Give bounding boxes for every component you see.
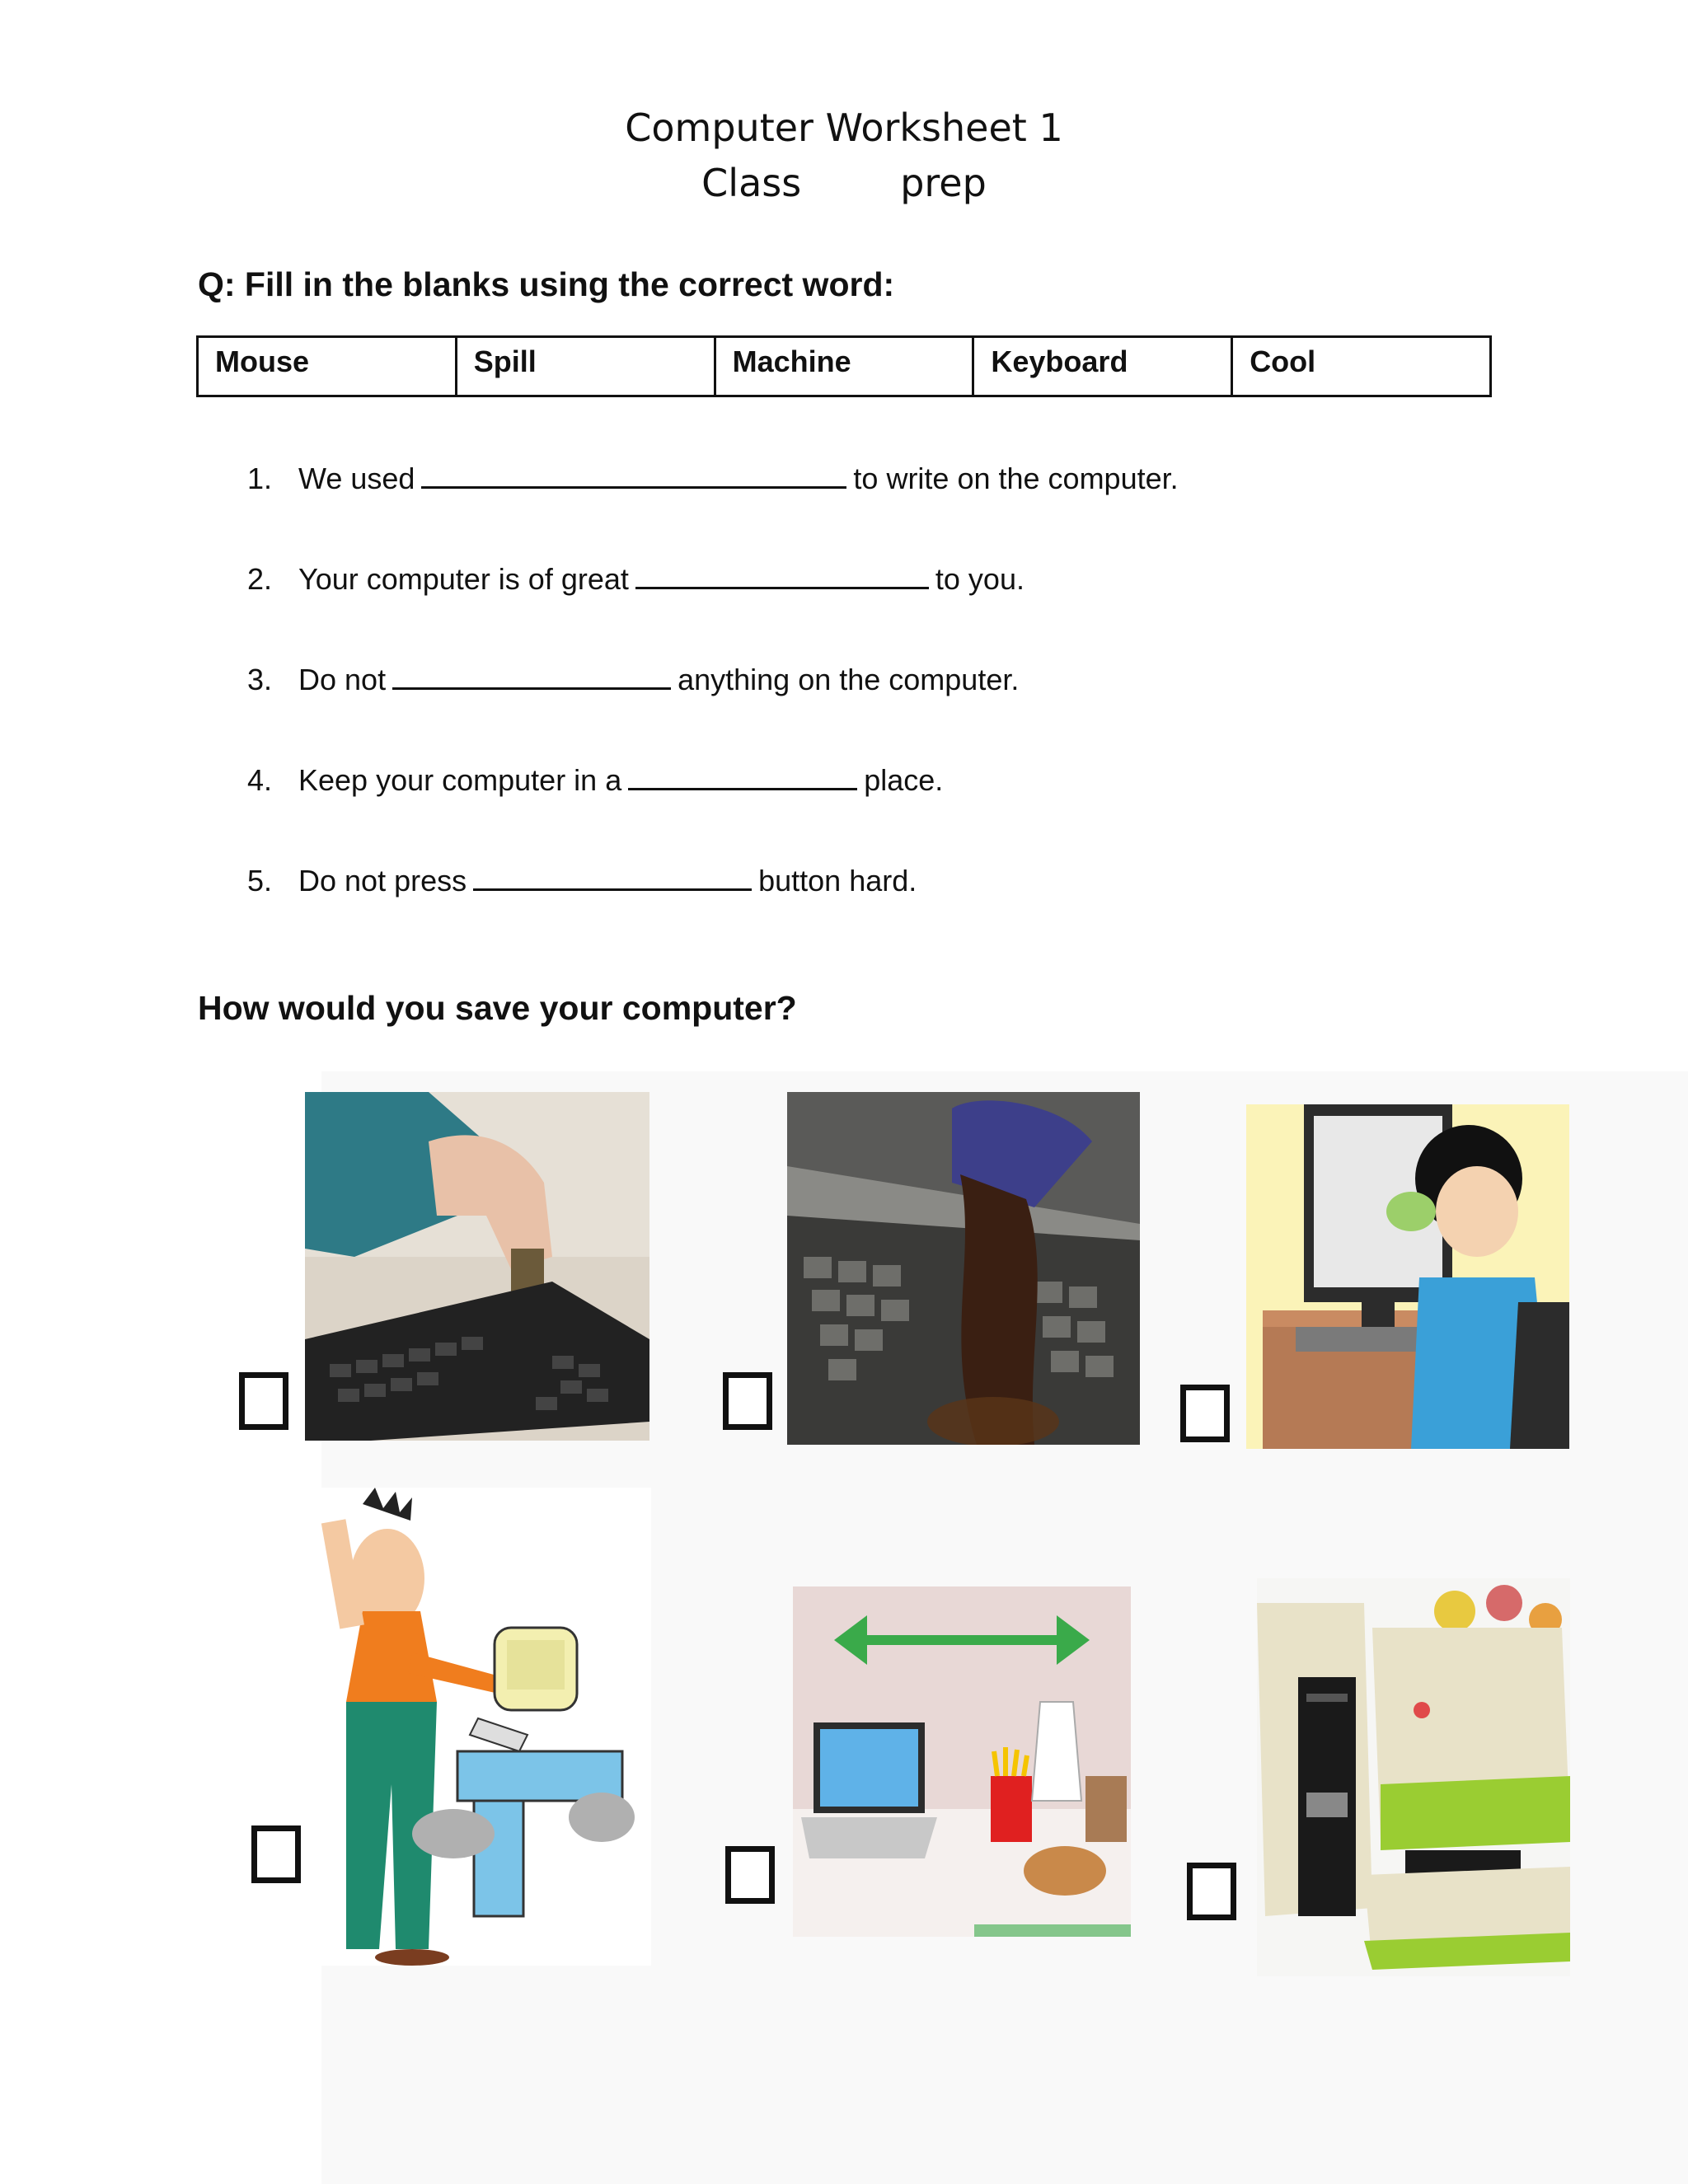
item-text-after: to you. (935, 562, 1025, 596)
item-number: 2. (247, 562, 273, 596)
word-bank-cell: Machine (715, 337, 973, 396)
answer-checkbox[interactable] (251, 1825, 301, 1883)
cleaning-monitor-picture (1246, 1104, 1569, 1449)
list-item (247, 562, 1179, 663)
food-away-picture (793, 1586, 1131, 1937)
item-number: 4. (247, 763, 273, 797)
class-value: prep (900, 161, 987, 205)
answer-blank[interactable] (392, 663, 671, 690)
word-bank-cell: Spill (456, 337, 715, 396)
item-text-after: button hard. (758, 864, 917, 898)
class-label: Class (701, 161, 802, 205)
item-number: 1. (247, 462, 273, 495)
word-bank-cell: Keyboard (973, 337, 1232, 396)
list-item (247, 462, 1179, 562)
list-item (247, 663, 1179, 763)
answer-checkbox[interactable] (1180, 1385, 1230, 1442)
fill-blanks-list (247, 462, 1179, 964)
class-line (0, 161, 1688, 205)
word-bank-cell: Cool (1232, 337, 1491, 396)
worksheet-title: Computer Worksheet 1 (625, 105, 1063, 150)
item-text-before: Do not (298, 663, 387, 696)
answer-checkbox[interactable] (723, 1372, 772, 1430)
list-item (247, 763, 1179, 864)
angry-man-picture (313, 1488, 651, 1966)
item-text-before: Your computer is of great (298, 562, 629, 596)
item-text-before: Do not press (298, 864, 467, 898)
item-number: 5. (247, 864, 273, 898)
answer-blank[interactable] (473, 864, 752, 891)
list-item (247, 864, 1179, 964)
spilled-drink-picture (787, 1092, 1140, 1445)
item-text-after: place. (864, 763, 944, 797)
item-text-after: anything on the computer. (678, 663, 1020, 696)
item-text-after: to write on the computer. (853, 462, 1179, 495)
item-text-before: We used (298, 462, 415, 495)
item-text-before: Keep your computer in a (298, 763, 622, 797)
word-bank-cell: Mouse (198, 337, 457, 396)
answer-blank[interactable] (635, 562, 929, 589)
answer-blank[interactable] (628, 763, 857, 790)
item-number: 3. (247, 663, 273, 696)
answer-checkbox[interactable] (239, 1372, 288, 1430)
answer-checkbox[interactable] (1187, 1863, 1236, 1920)
answer-checkbox[interactable] (725, 1846, 775, 1904)
dust-cover-picture (1257, 1578, 1570, 1976)
answer-blank[interactable] (421, 462, 846, 489)
word-bank-table (196, 335, 1492, 397)
dusting-keyboard-picture (305, 1092, 649, 1441)
fill-blanks-heading: Q: Fill in the blanks using the correct word: (198, 265, 895, 303)
save-computer-heading: How would you save your computer? (198, 989, 797, 1027)
